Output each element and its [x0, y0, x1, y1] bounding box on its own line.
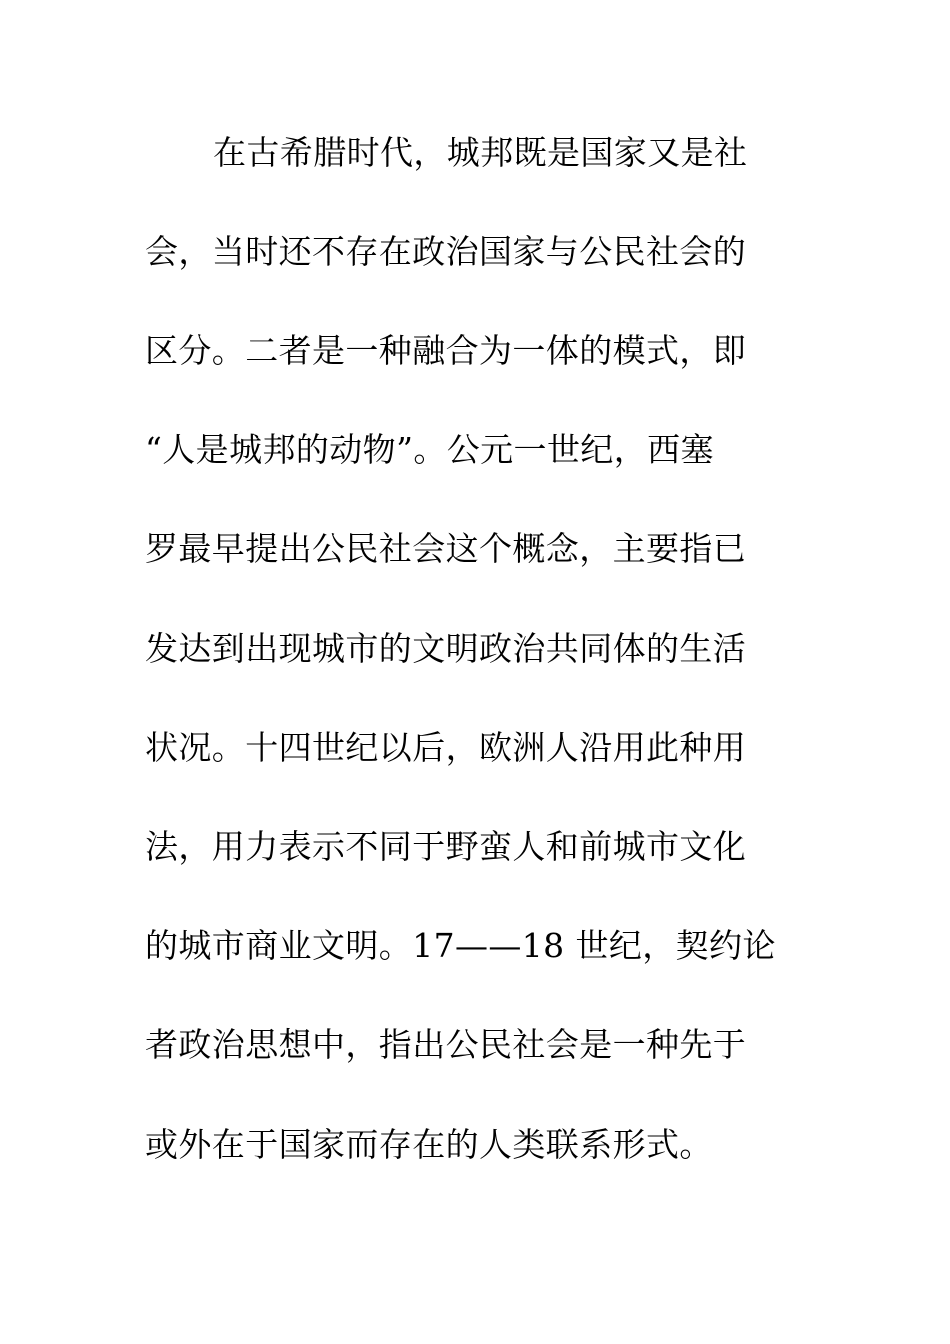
paragraph-line-2: 会，当时还不存在政治国家与公民社会的	[145, 232, 747, 271]
paragraph-line-7: 状况。十四世纪以后，欧洲人沿用此种用	[145, 728, 747, 767]
paragraph-line-4: “人是城邦的动物”。公元一世纪，西塞	[145, 430, 714, 469]
paragraph-line-5: 罗最早提出公民社会这个概念，主要指已	[145, 529, 747, 568]
paragraph-line-3: 区分。二者是一种融合为一体的模式，即	[145, 331, 747, 370]
paragraph-line-9: 的城市商业文明。17——18 世纪，契约论	[145, 926, 776, 965]
paragraph-line-1: 在古希腊时代，城邦既是国家又是社	[213, 133, 748, 172]
paragraph-line-11: 或外在于国家而存在的人类联系形式。	[145, 1125, 713, 1164]
paragraph-line-6: 发达到出现城市的文明政治共同体的生活	[145, 629, 747, 668]
paragraph-line-8: 法，用力表示不同于野蛮人和前城市文化	[145, 827, 747, 866]
paragraph-line-10: 者政治思想中，指出公民社会是一种先于	[145, 1025, 747, 1064]
